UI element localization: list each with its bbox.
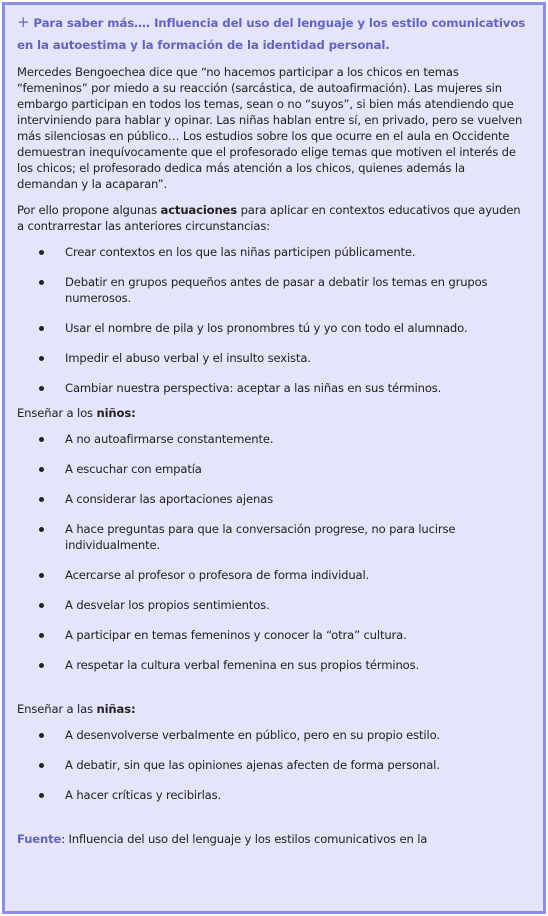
- actions-intro-text-end: para aplicar en contextos educativos que ayuden a contrarrestar las anteriores circunstancias:: [17, 203, 521, 233]
- list-item: A desvelar los propios sentimientos.: [17, 597, 529, 613]
- actions-intro-bold: actuaciones: [160, 203, 238, 217]
- spacer: [17, 817, 529, 831]
- boys-heading: [17, 405, 529, 421]
- box-title: [17, 11, 529, 56]
- list-item: Debatir en grupos pequeños antes de pasar a debatir los temas en grupos numerosos.: [17, 274, 529, 306]
- title-rest: Influencia del uso del lenguaje y los estilo comunicativos en la autoestima y la formación de la identidad personal.: [17, 16, 526, 52]
- list-item: Cambiar nuestra perspectiva: aceptar a las niñas en sus términos.: [17, 380, 529, 396]
- list-item: Acercarse al profesor o profesora de forma individual.: [17, 567, 529, 583]
- info-box: [2, 2, 546, 914]
- list-item: Impedir el abuso verbal y el insulto sexista.: [17, 350, 529, 366]
- girls-heading-text: Enseñar a las: [17, 702, 97, 716]
- list-item: A no autoafirmarse constantemente.: [17, 431, 529, 447]
- boys-heading-bold: niños:: [96, 406, 136, 420]
- spacer: [17, 687, 529, 701]
- actions-intro-paragraph: [17, 202, 529, 234]
- list-item: A desenvolverse verbalmente en público, pero en su propio estilo.: [17, 727, 529, 743]
- girls-heading: [17, 701, 529, 717]
- list-item: A escuchar con empatía: [17, 461, 529, 477]
- girls-list: [17, 727, 529, 803]
- plus-icon: +: [17, 13, 30, 31]
- actions-list: [17, 244, 529, 396]
- list-item: Crear contextos en los que las niñas participen públicamente.: [17, 244, 529, 260]
- list-item: A considerar las aportaciones ajenas: [17, 491, 529, 507]
- boys-list: [17, 431, 529, 673]
- source-text: : Influencia del uso del lenguaje y los estilos comunicativos en la: [61, 832, 428, 846]
- list-item: A hace preguntas para que la conversación progrese, no para lucirse individualmente.: [17, 521, 529, 553]
- actions-intro-text: Por ello propone algunas: [17, 203, 161, 217]
- boys-heading-text: Enseñar a los: [17, 406, 97, 420]
- list-item: Usar el nombre de pila y los pronombres tú y yo con todo el alumnado.: [17, 320, 529, 336]
- list-item: A participar en temas femeninos y conocer la “otra” cultura.: [17, 627, 529, 643]
- source-line: [17, 831, 529, 847]
- info-box-content: [5, 5, 543, 847]
- source-label: Fuente: [17, 832, 62, 846]
- intro-paragraph: Mercedes Bengoechea dice que “no hacemos participar a los chicos en temas “femeninos” por miedo a su reacción (sarcástica, de autoafirmación). Las mujeres sin embargo participan en todos los temas, sean o no “suyos”, si bien más atendiendo que interviniendo para hablar y opinar. Las niñas hablan entre sí, en privado, pero se vuelven más silenciosas en público… Los estudios sobre los que ocurre en el aula en Occidente demuestran inequívocamente que el profesorado elige temas que motiven el interés de los chicos; el profesorado dedica más atención a los chicos, quienes además la demandan y la acaparan”.: [17, 65, 523, 191]
- list-item: A hacer críticas y recibirlas.: [17, 787, 529, 803]
- title-lead: Para saber más….: [33, 16, 151, 30]
- list-item: A debatir, sin que las opiniones ajenas afecten de forma personal.: [17, 757, 529, 773]
- list-item: A respetar la cultura verbal femenina en sus propios términos.: [17, 657, 529, 673]
- girls-heading-bold: niñas:: [96, 702, 136, 716]
